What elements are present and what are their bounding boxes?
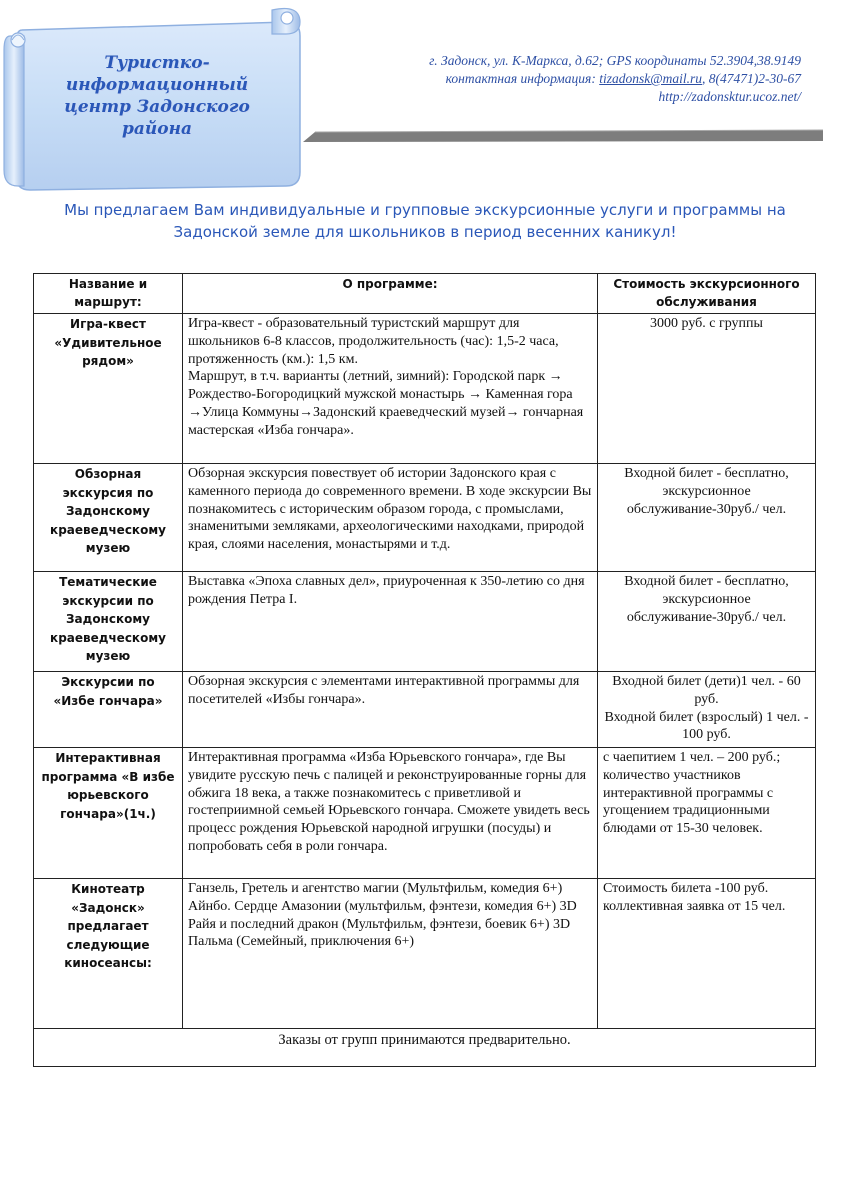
- program-about: Обзорная экскурсия с элементами интерактивной программы для посетителей «Избы гончара».: [183, 672, 598, 748]
- org-name: Туристко-информационный центр Задонского района: [64, 53, 250, 139]
- website-link[interactable]: http://zadonsktur.ucoz.net/: [658, 89, 801, 104]
- program-name: Игра-квест «Удивительное рядом»: [34, 314, 183, 464]
- table-footer-row: [34, 1029, 816, 1067]
- program-about: Выставка «Эпоха славных дел», приуроченная к 350-летию со дня рождения Петра I.: [183, 572, 598, 672]
- program-name: Интерактивная программа «В избе юрьевского гончара»(1ч.): [34, 748, 183, 879]
- table-row: [34, 879, 816, 1029]
- programs-table: [33, 273, 816, 1067]
- header-scroll-banner: [0, 0, 310, 200]
- program-name: Тематические экскурсии по Задонскому краеведческому музею: [34, 572, 183, 672]
- table-row: [34, 464, 816, 572]
- intro-text: Мы предлагаем Вам индивидуальные и групповые экскурсионные услуги и программы на Задонской земле для школьников в период весенних каникул!: [64, 201, 786, 241]
- contact-block: [301, 52, 801, 106]
- column-header-about: О программе:: [183, 274, 598, 314]
- table-row: [34, 748, 816, 879]
- table-row: [34, 672, 816, 748]
- program-about: Обзорная экскурсия повествует об истории Задонского края с каменного периода до современного времени. В ходе экскурсии Вы познакомитесь с историческим образом города, с промыслами, знаменитыми земляками, археологическими находками, природой края, слоями населения, монастырями и т.д.: [183, 464, 598, 572]
- program-price: 3000 руб. с группы: [598, 314, 816, 464]
- table-header-row: [34, 274, 816, 314]
- program-about: Интерактивная программа «Изба Юрьевского гончара», где Вы увидите русскую печь с палицей и реконструированные горны для обжига 18 века, а также познакомитесь с приветливой и гостеприимной семьей Юрьевского гончара. Сможете увидеть весь процесс рождения Юрьевской народной игрушки (посуды) и попробовать себя в роли гончара.: [183, 748, 598, 879]
- phone-number: , 8(47471)2-30-67: [702, 71, 801, 86]
- column-header-name: Название и маршрут:: [34, 274, 183, 314]
- program-about: Ганзель, Гретель и агентство магии (Мультфильм, комедия 6+) Айнбо. Сердце Амазонии (мультфильм, фэнтези, комедия 6+) 3D Райя и последний дракон (Мультфильм, фэнтези, боевик 6+) 3D Пальма (Семейный, приключения 6+): [183, 879, 598, 1029]
- contact-prefix: контактная информация:: [445, 71, 600, 86]
- footer-note: Заказы от групп принимаются предварительно.: [34, 1029, 816, 1067]
- address-line: г. Задонск, ул. К-Маркса, д.62; GPS координаты 52.3904,38.9149: [429, 53, 801, 68]
- program-name: Обзорная экскурсия по Задонскому краеведческому музею: [34, 464, 183, 572]
- program-price: с чаепитием 1 чел. – 200 руб.; количество участников интерактивной программы с угощением традиционными блюдами от 15-30 человек.: [598, 748, 816, 879]
- program-price: Входной билет - бесплатно, экскурсионное обслуживание-30руб./ чел.: [598, 464, 816, 572]
- column-header-price: Стоимость экскурсионного обслуживания: [598, 274, 816, 314]
- program-price: Входной билет - бесплатно, экскурсионное обслуживание-30руб./ чел.: [598, 572, 816, 672]
- program-about: Игра-квест - образовательный туристский маршрут для школьников 6-8 классов, продолжительность (час): 1,5-2 часа, протяженность (км.): 1,5 км. Маршрут, в т.ч. варианты (летний, зимний): Городской парк → Рождество-Богородицкий мужской монастырь → Каменная гора →Улица Коммуны→Задонский краеведческий музей→ гончарная мастерская «Изба гончара».: [183, 314, 598, 464]
- header-divider: [303, 128, 823, 144]
- program-name: Кинотеатр «Задонск» предлагает следующие киносеансы:: [34, 879, 183, 1029]
- program-name: Экскурсии по «Избе гончара»: [34, 672, 183, 748]
- program-price: Входной билет (дети)1 чел. - 60 руб. Входной билет (взрослый) 1 чел. - 100 руб.: [598, 672, 816, 748]
- table-row: [34, 314, 816, 464]
- table-row: [34, 572, 816, 672]
- contact-line: [301, 70, 801, 88]
- email-link[interactable]: tizadonsk@mail.ru: [599, 71, 703, 86]
- program-price: Стоимость билета -100 руб. коллективная заявка от 15 чел.: [598, 879, 816, 1029]
